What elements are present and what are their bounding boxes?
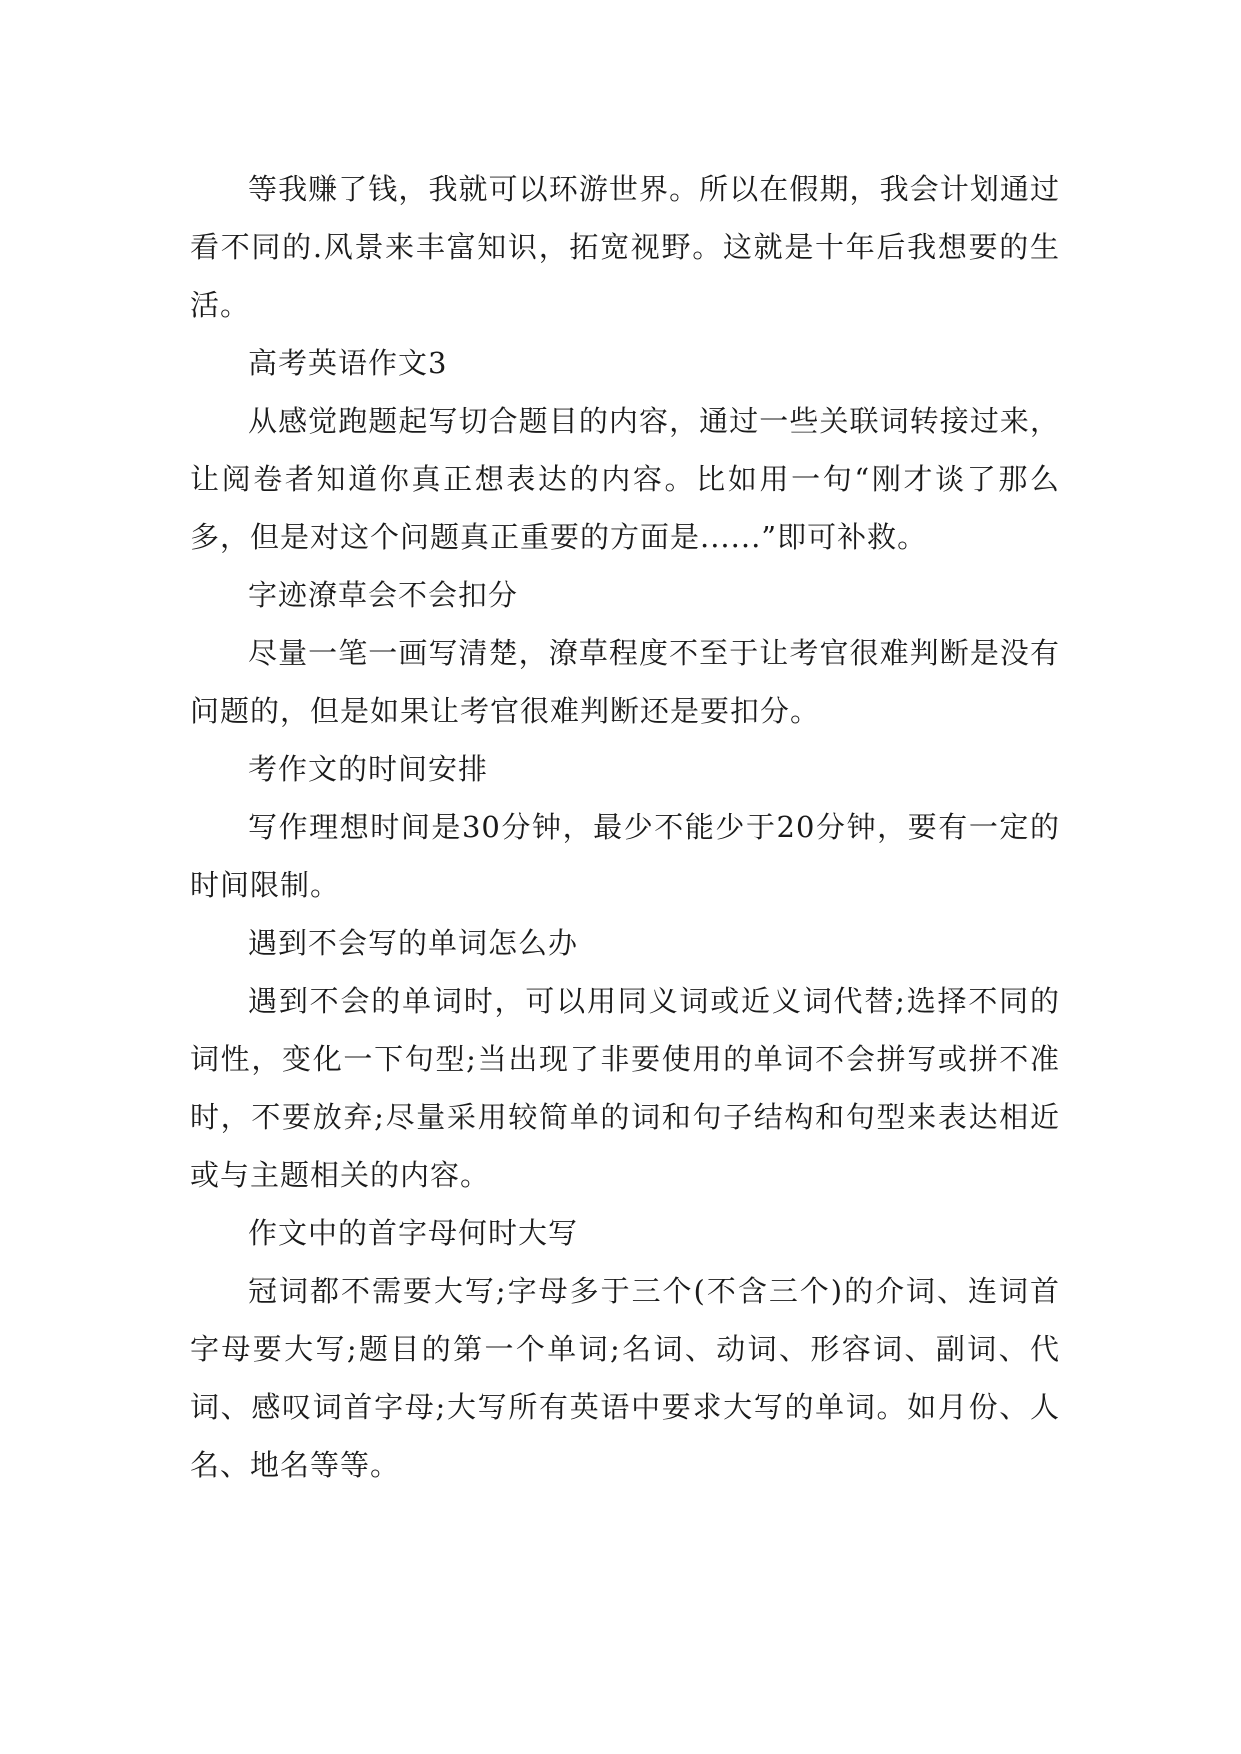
section-heading-time: 考作文的时间安排 bbox=[248, 752, 489, 786]
paragraph-time: 写作理想时间是30分钟，最少不能少于20分钟，要有一定的时间限制。 bbox=[190, 810, 1060, 902]
paragraph-handwriting: 尽量一笔一画写清楚，潦草程度不至于让考官很难判断是没有问题的，但是如果让考官很难判断还是要扣分。 bbox=[190, 636, 1060, 728]
section-heading-essay-3: 高考英语作文3 bbox=[248, 346, 448, 380]
paragraph-travel-plan: 等我赚了钱，我就可以环游世界。所以在假期，我会计划通过看不同的.风景来丰富知识，拓宽视野。这就是十年后我想要的生活。 bbox=[190, 172, 1060, 322]
section-heading-capitalization: 作文中的首字母何时大写 bbox=[248, 1216, 579, 1250]
paragraph-capitalization: 冠词都不需要大写;字母多于三个(不含三个)的介词、连词首字母要大写;题目的第一个单词;名词、动词、形容词、副词、代词、感叹词首字母;大写所有英语中要求大写的单词。如月份、人名、地名等等。 bbox=[190, 1274, 1060, 1482]
document-body bbox=[190, 160, 1060, 1494]
section-heading-handwriting: 字迹潦草会不会扣分 bbox=[248, 578, 519, 612]
paragraph-unknown-words: 遇到不会的单词时，可以用同义词或近义词代替;选择不同的词性，变化一下句型;当出现了非要使用的单词不会拼写或拼不准时，不要放弃;尽量采用较简单的词和句子结构和句型来表达相近或与主题相关的内容。 bbox=[190, 984, 1060, 1192]
section-heading-unknown-words: 遇到不会写的单词怎么办 bbox=[248, 926, 579, 960]
paragraph-off-topic-fix: 从感觉跑题起写切合题目的内容，通过一些关联词转接过来，让阅卷者知道你真正想表达的内容。比如用一句“刚才谈了那么多，但是对这个问题真正重要的方面是......”即可补救。 bbox=[190, 404, 1060, 554]
